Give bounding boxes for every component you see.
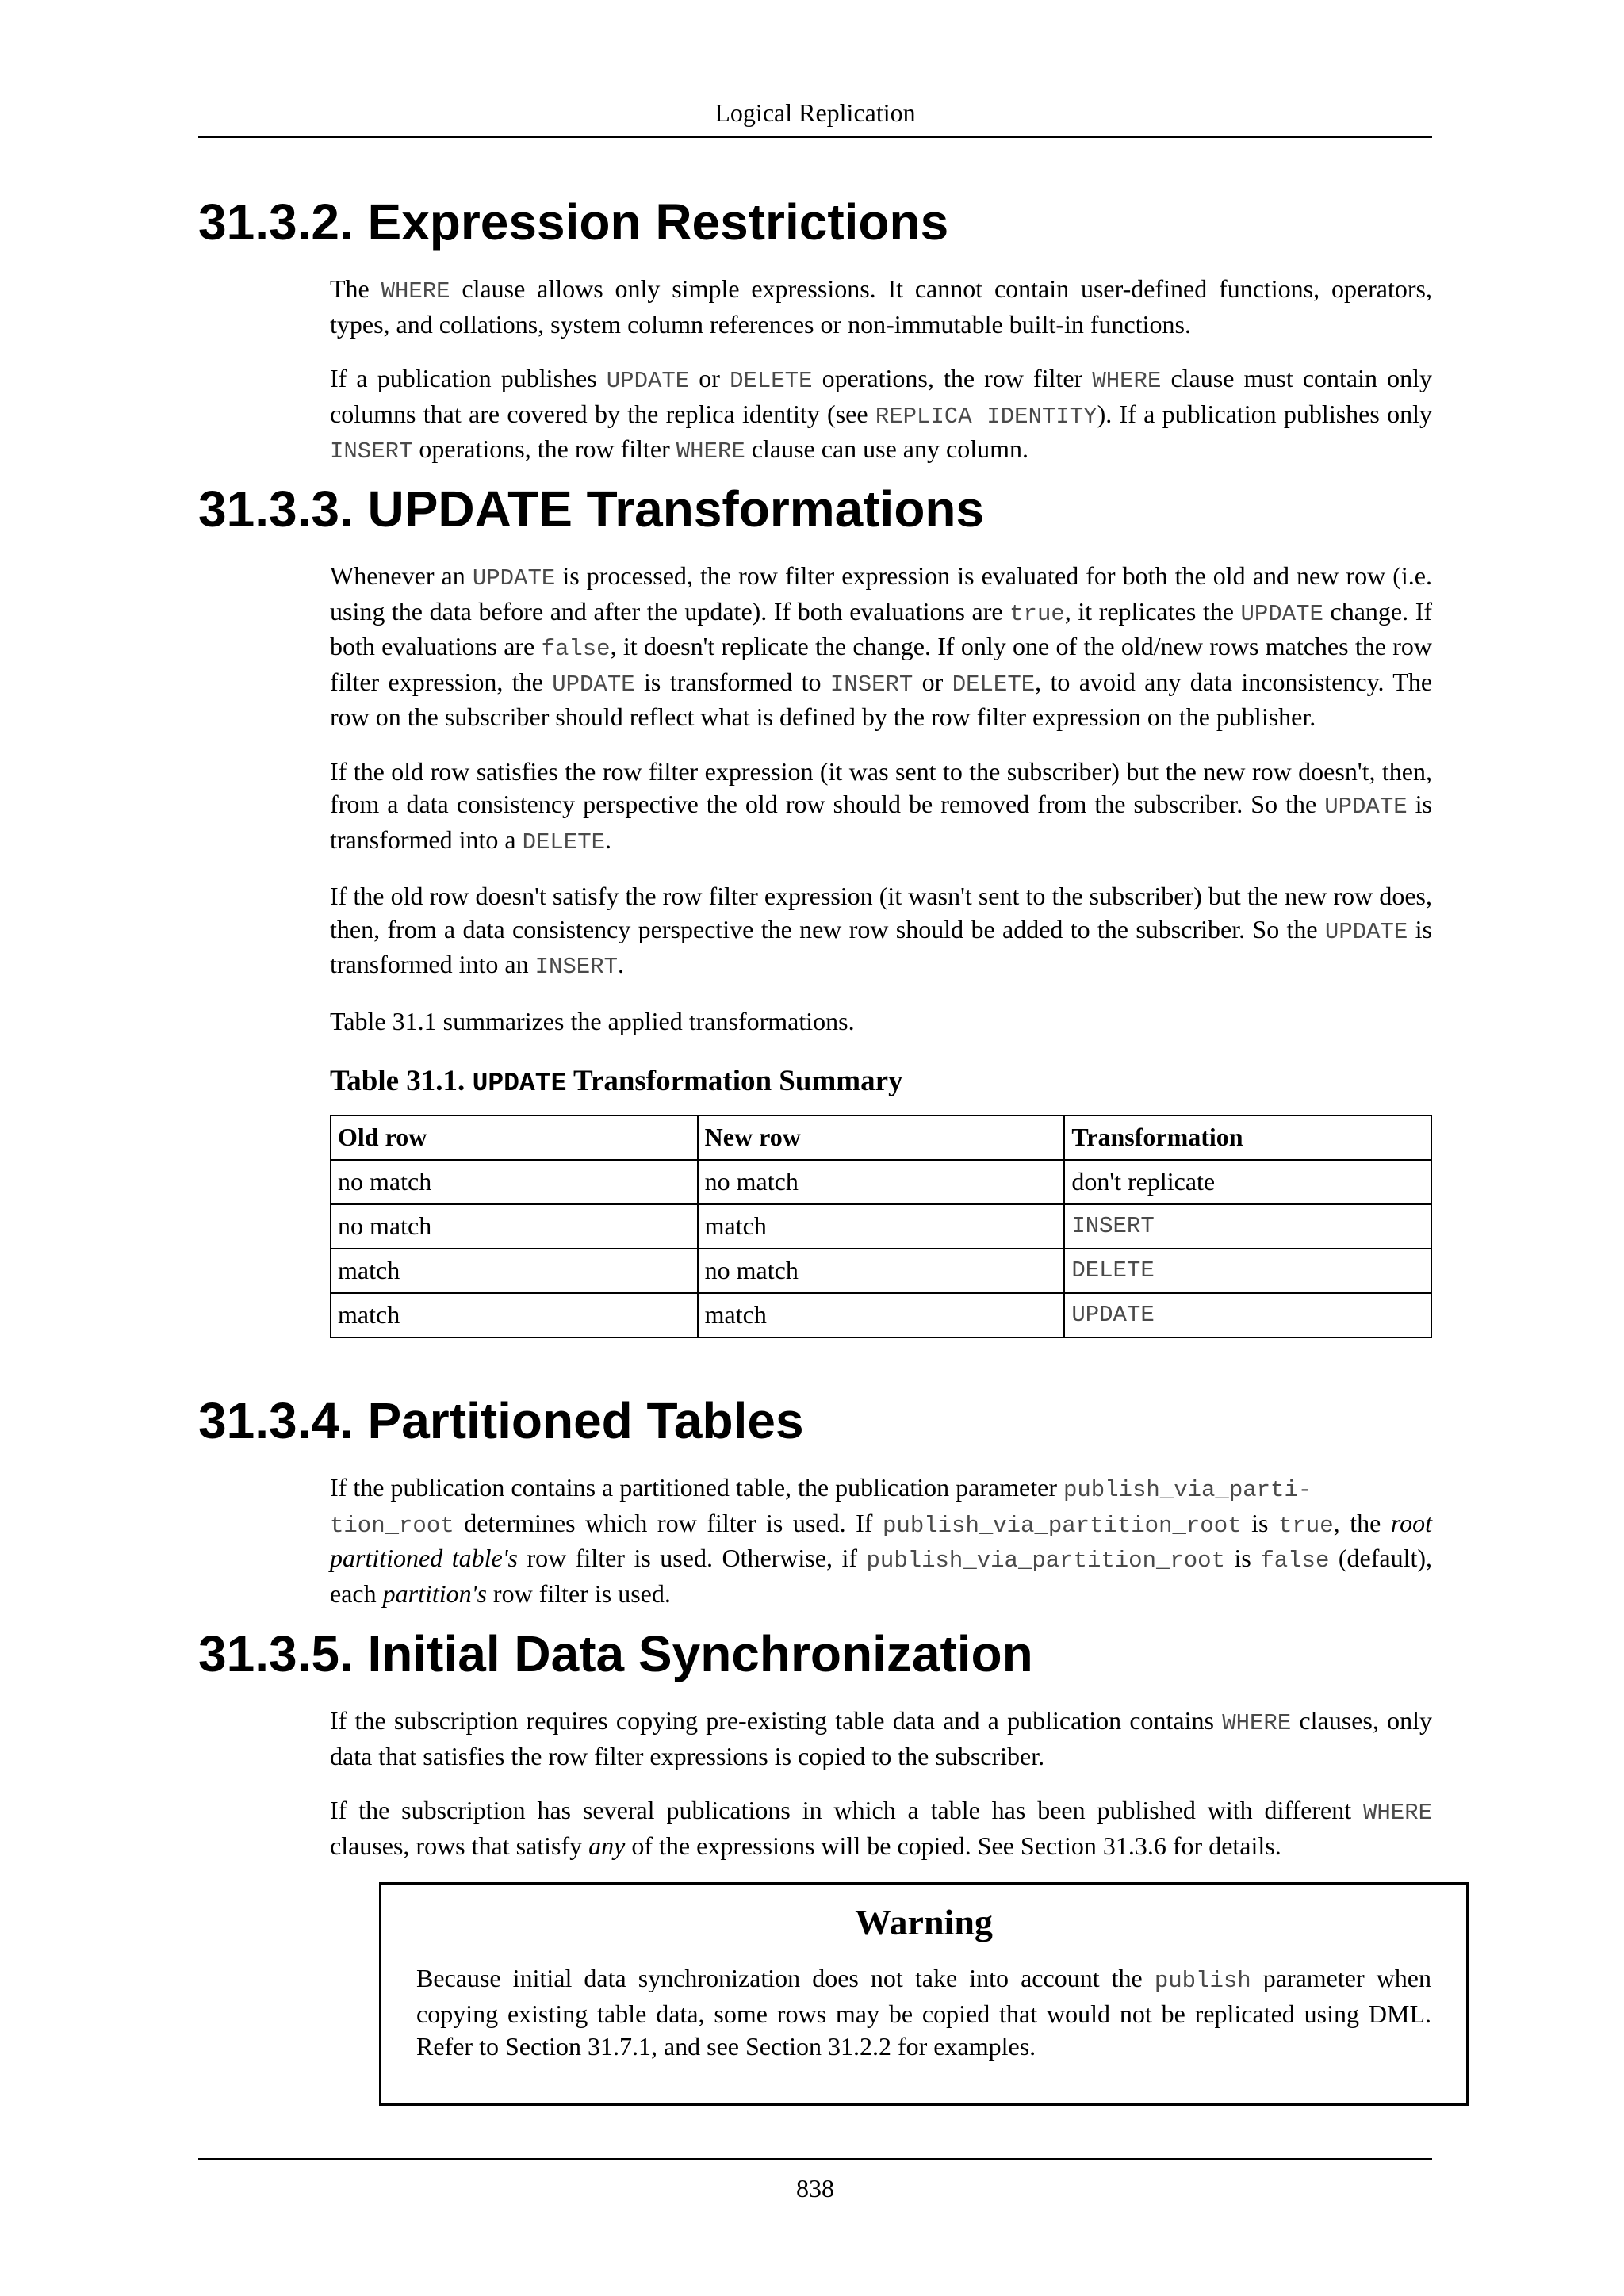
paragraph: If the subscription requires copying pre-existing table data and a publication contains WHERE clauses, only data that satisfies the row filter expressions is copied to the subscriber. xyxy=(330,1706,1433,1770)
table-row xyxy=(331,1204,1431,1249)
table-cell: no match xyxy=(698,1249,1065,1293)
table-cell: UPDATE xyxy=(1064,1293,1431,1337)
warning-title: Warning xyxy=(855,1902,993,1942)
section-body-partitioned-tables xyxy=(330,1471,1432,1632)
paragraph: Table 31.1 summarizes the applied transformations. xyxy=(330,1006,855,1035)
paragraph: If the subscription has several publications in which a table has been published with different WHERE clauses, rows that satisfy any of the expressions will be copied. See Section 31.3.6 for details. xyxy=(330,1796,1432,1860)
paragraph: If the old row satisfies the row filter expression (it was sent to the subscriber) but the new row doesn't, then, from a data consistency perspective the old row should be removed from the subscriber. So the UPDATE is transformed into a DELETE. xyxy=(330,756,1433,855)
column-header-new-row: New row xyxy=(698,1115,1065,1160)
paragraph: If the publication contains a partitioned table, the publication parameter publish_via_parti- tion_root determines which row filter is used. If publish_via_partition_root is true, the root partitioned table's row filter is used. Otherwise, if publish_via_partition_root is false (default), each partition's row filter is used. xyxy=(330,1473,1433,1608)
table-cell: no match xyxy=(331,1204,698,1249)
warning-admonition xyxy=(379,1882,1469,2106)
paragraph: The WHERE clause allows only simple expressions. It cannot contain user-defined functions, operators, types, and collations, system column references or non-immutable built-in functions. xyxy=(330,274,1433,339)
table-cell: match xyxy=(698,1293,1065,1337)
table-cell: match xyxy=(698,1204,1065,1249)
column-header-transformation: Transformation xyxy=(1064,1115,1431,1160)
paragraph: Whenever an UPDATE is processed, the row filter expression is evaluated for both the old and new row (i.e. using the data before and after the update). If both evaluations are true, it replicates the UPDATE change. If both evaluations are false, it doesn't replicate the change. If only one of the old/new rows matches the row filter expression, the UPDATE is transformed to INSERT or DELETE, to avoid any data inconsistency. The row on the subscriber should reflect what is defined by the row filter expression on the publisher. xyxy=(330,561,1433,731)
table-row xyxy=(331,1293,1431,1337)
section-heading-expression-restrictions: 31.3.2. Expression Restrictions xyxy=(198,193,949,251)
table-cell: match xyxy=(331,1249,698,1293)
paragraph: If the old row doesn't satisfy the row filter expression (it wasn't sent to the subscriber) but the new row does, then, from a data consistency perspective the new row should be added to the subscriber. So the UPDATE is transformed into an INSERT. xyxy=(330,882,1433,980)
table-cell: INSERT xyxy=(1064,1204,1431,1249)
section-body-expression-restrictions xyxy=(330,273,1432,490)
warning-text: Because initial data synchronization does not take into account the publish parameter when copying existing table data, some rows may be copied that would not be replicated using DML. Refer to Section 31.7.1, and see Section 31.2.2 for examples. xyxy=(416,1964,1432,2061)
column-header-old-row: Old row xyxy=(331,1115,698,1160)
section-heading-update-transformations: 31.3.3. UPDATE Transformations xyxy=(198,480,985,538)
table-cell: no match xyxy=(331,1160,698,1204)
page-number: 838 xyxy=(198,2158,1432,2207)
running-header: Logical Replication xyxy=(198,94,1432,138)
transformation-summary-table xyxy=(330,1115,1432,1338)
table-cell: no match xyxy=(698,1160,1065,1204)
section-heading-partitioned-tables: 31.3.4. Partitioned Tables xyxy=(198,1392,804,1449)
paragraph: If a publication publishes UPDATE or DELETE operations, the row filter WHERE clause must contain only columns that are covered by the replica identity (see REPLICA IDENTITY). If a publication publishes only INSERT operations, the row filter WHERE clause can use any column. xyxy=(330,364,1433,465)
table-row xyxy=(331,1249,1431,1293)
section-body-update-transformations xyxy=(330,560,1432,1338)
table-cell: don't replicate xyxy=(1064,1160,1431,1204)
table-header-row xyxy=(331,1115,1431,1160)
table-title: Table 31.1. UPDATE Transformation Summary xyxy=(330,1065,903,1098)
table-row xyxy=(331,1160,1431,1204)
section-heading-initial-data-synchronization: 31.3.5. Initial Data Synchronization xyxy=(198,1625,1033,1682)
table-cell: DELETE xyxy=(1064,1249,1431,1293)
section-body-initial-data-synchronization xyxy=(330,1705,1432,1884)
link-replica-identity[interactable]: REPLICA IDENTITY xyxy=(875,403,1097,430)
table-cell: match xyxy=(331,1293,698,1337)
